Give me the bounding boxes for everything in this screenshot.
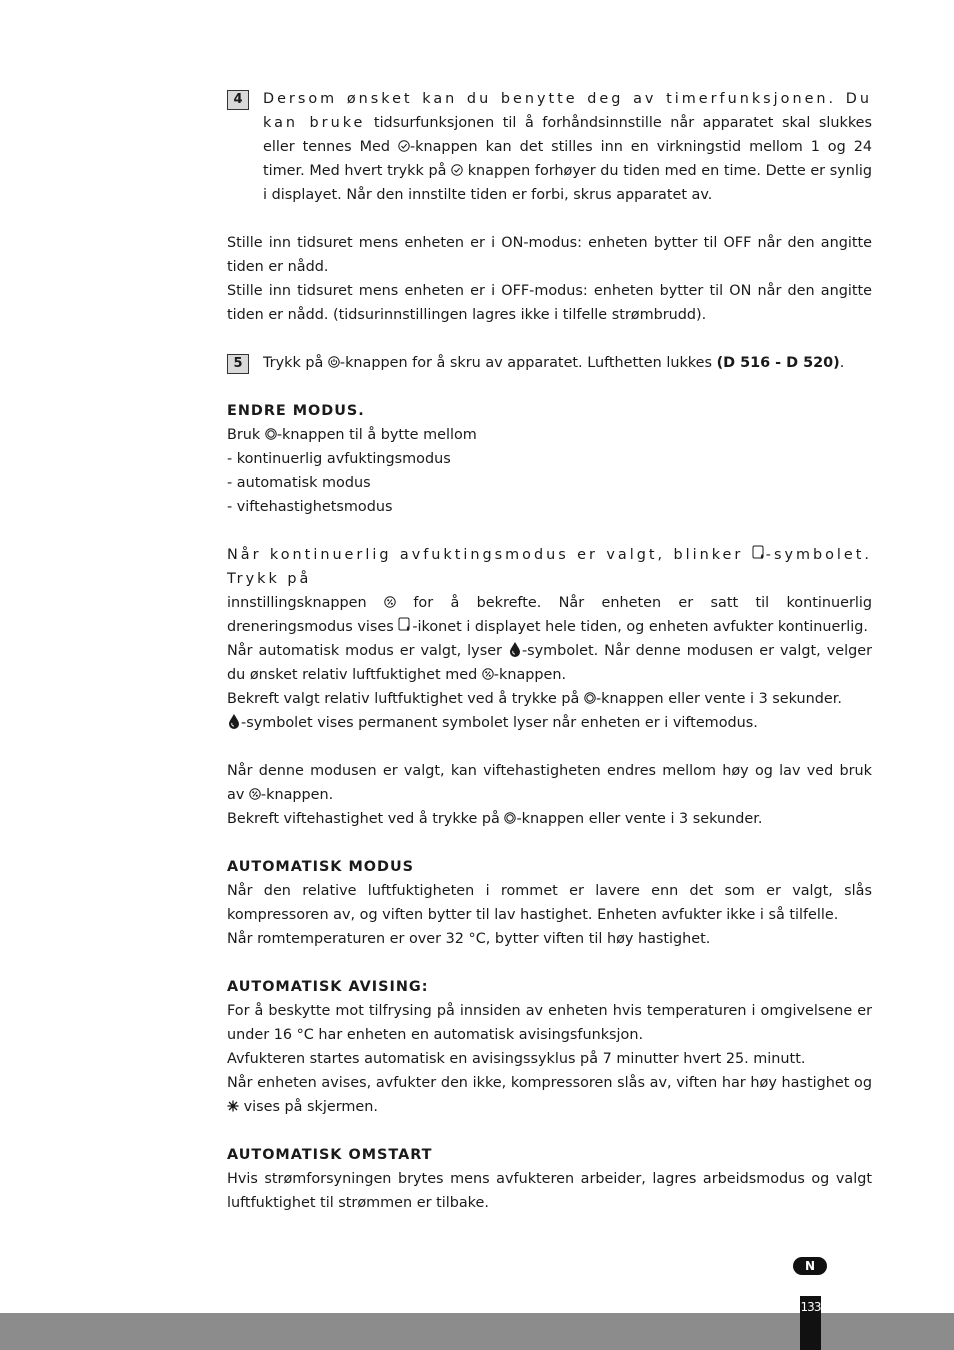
language-badge: N xyxy=(793,1257,827,1275)
mode-icon xyxy=(584,692,596,704)
settings-percent-icon xyxy=(384,596,396,608)
step-5-text-a: Trykk på xyxy=(263,355,328,371)
timer-check-icon xyxy=(451,164,463,176)
list-item: - automatisk modus xyxy=(227,475,371,491)
auto-mode-p1: Når den relative luftfuktigheten i rommet er lavere enn det som er valgt, slås kompressoren av, og viften bytter til lav hastighet. Enheten avfukter ikke i så tilfelle. xyxy=(227,883,872,923)
drop-icon xyxy=(508,641,522,657)
fan-paragraph xyxy=(227,759,872,831)
settings-percent-icon xyxy=(249,788,261,800)
page-number: 133 xyxy=(800,1296,821,1350)
section-heading: ENDRE MODUS. xyxy=(227,403,365,419)
step-number: 5 xyxy=(227,354,249,374)
defrost-p1: For å beskytte mot tilfrysing på innsiden av enheten hvis temperaturen i omgivelsene er under 16 °C har enheten en automatisk avisingsfunksjon. xyxy=(227,1003,872,1043)
section-heading: AUTOMATISK MODUS xyxy=(227,859,415,875)
defrost-p3: Når enheten avises, avfukter den ikke, kompressoren slås av, viften har høy hastighet og vises på skjermen. xyxy=(227,1075,872,1115)
auto-mode-p2: Når romtemperaturen er over 32 °C, bytter viften til høy hastighet. xyxy=(227,931,711,947)
section-automatisk-avising xyxy=(227,975,872,1119)
timer-note-off: Stille inn tidsuret mens enheten er i OFF-modus: enheten bytter til ON når den angitte tiden er nådd. (tidsurinnstillingen lagres ikke i tilfelle strømbrudd). xyxy=(227,283,872,323)
step-4-intro: Dersom ønsket kan du benytte deg av timerfunksjonen. Du kan bruke xyxy=(263,91,872,131)
modes-line-3: Når automatisk modus er valgt, lyser -symbolet. Når denne modusen er valgt, velger du ønsket relativ luftfuktighet med -knappen. xyxy=(227,643,872,683)
restart-p1: Hvis strømforsyningen brytes mens avfukteren arbeider, lagres arbeidsmodus og valgt luftfuktighet til strømmen er tilbake. xyxy=(227,1171,872,1211)
step-5-text-b: -knappen for å skru av apparatet. Lufthetten lukkes xyxy=(339,355,717,371)
timer-check-icon xyxy=(398,140,410,152)
section-automatisk-modus xyxy=(227,855,872,951)
power-icon xyxy=(328,356,340,368)
drop-icon xyxy=(227,713,241,729)
timer-note-on: Stille inn tidsuret mens enheten er i ON-modus: enheten bytter til OFF når den angitte tiden er nådd. xyxy=(227,235,872,275)
endre-line-1: Bruk -knappen til å bytte mellom xyxy=(227,427,477,443)
mode-icon xyxy=(504,812,516,824)
step-5 xyxy=(227,351,872,375)
snowflake-icon xyxy=(227,1100,239,1112)
list-item: - viftehastighetsmodus xyxy=(227,499,393,515)
defrost-p2: Avfukteren startes automatisk en avisingssyklus på 7 minutter hvert 25. minutt. xyxy=(227,1051,806,1067)
section-heading: AUTOMATISK AVISING: xyxy=(227,979,429,995)
modes-paragraph xyxy=(227,543,872,735)
mode-icon xyxy=(265,428,277,440)
step-4-text-c: knappen forhøyer du tiden med en time. Dette er synlig i displayet. Når den innstilte tiden er forbi, skrus apparatet av. xyxy=(263,163,873,203)
modes-line-5: -symbolet vises permanent symbolet lyser når enheten er i viftemodus. xyxy=(227,711,872,735)
step-4-text-b: -knappen kan det stilles inn en virkningstid mellom 1 og 24 timer. Med hvert trykk på xyxy=(263,139,873,179)
step-4 xyxy=(227,87,872,207)
timer-notes xyxy=(227,231,872,327)
settings-percent-icon xyxy=(482,668,494,680)
section-heading: AUTOMATISK OMSTART xyxy=(227,1147,433,1163)
fan-line-2: Bekreft viftehastighet ved å trykke på -knappen eller vente i 3 sekunder. xyxy=(227,811,763,827)
step-5-text-c: . xyxy=(839,355,845,371)
fan-line-1: Når denne modusen er valgt, kan viftehastigheten endres mellom høy og lav ved bruk av -knappen. xyxy=(227,763,872,803)
continuous-drain-icon xyxy=(398,617,412,633)
section-endre-modus xyxy=(227,399,872,519)
modes-line-2: innstillingsknappen for å bekrefte. Når enheten er satt til kontinuerlig dreneringsmodus vises -ikonet i displayet hele tiden, og enheten avfukter kontinuerlig. xyxy=(227,595,872,635)
continuous-drain-icon xyxy=(752,545,766,561)
step-4-text-a: tidsurfunksjonen til å forhåndsinnstille når apparatet skal slukkes eller tennes Med xyxy=(263,115,872,155)
model-range: (D 516 - D 520) xyxy=(716,355,840,371)
modes-line-4: Bekreft valgt relativ luftfuktighet ved å trykke på -knappen eller vente i 3 sekunder. xyxy=(227,691,842,707)
page-content xyxy=(227,87,872,1239)
modes-line-1: Når kontinuerlig avfuktingsmodus er valgt, blinker -symbolet. Trykk på xyxy=(227,547,872,587)
section-automatisk-omstart xyxy=(227,1143,872,1215)
list-item: - kontinuerlig avfuktingsmodus xyxy=(227,451,451,467)
step-number: 4 xyxy=(227,90,249,110)
